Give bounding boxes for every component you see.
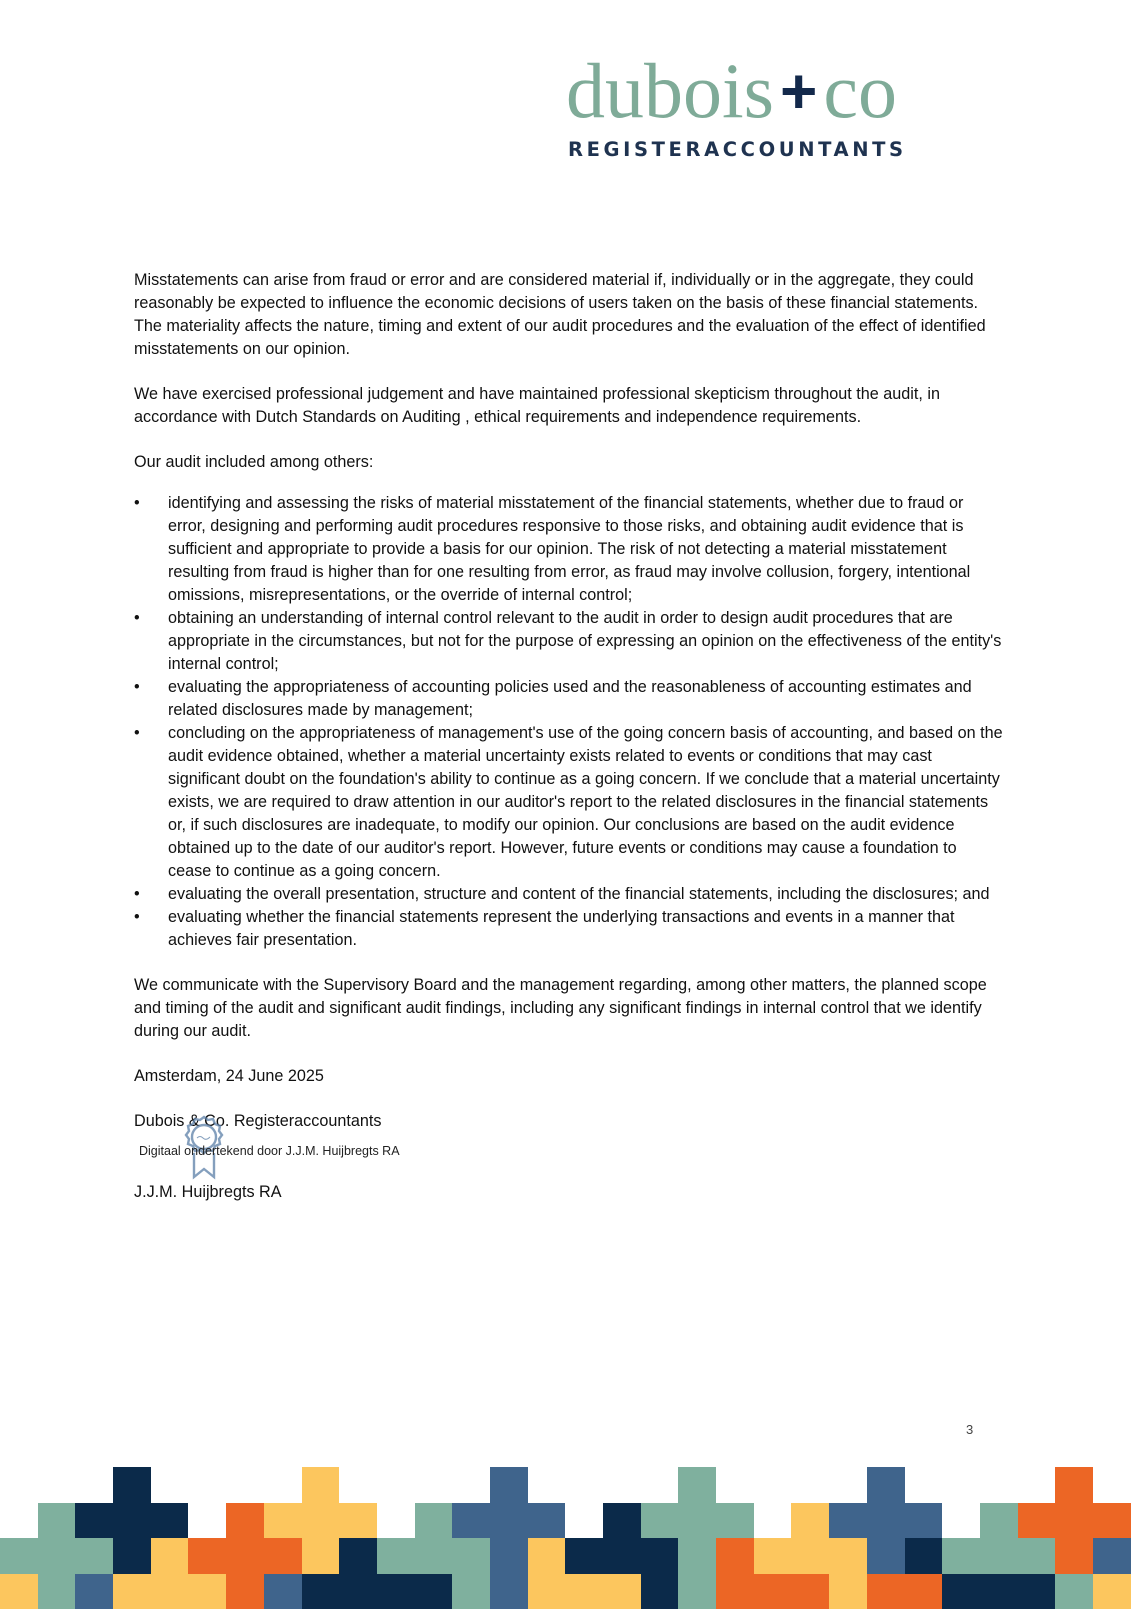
paragraph-audit-intro: Our audit included among others: xyxy=(134,451,1004,474)
mosaic-cell xyxy=(791,1467,829,1503)
mosaic-cell xyxy=(38,1467,76,1503)
mosaic-cell xyxy=(339,1574,377,1609)
mosaic-cell xyxy=(490,1538,528,1574)
mosaic-row xyxy=(0,1467,1131,1503)
list-item-text: obtaining an understanding of internal control relevant to the audit in order to design audit procedures that are appropriate in the circumstances, but not for the purpose of expressing an opinion on the effectiveness of the entity's internal control; xyxy=(168,609,1001,673)
mosaic-cell xyxy=(490,1574,528,1609)
mosaic-cell xyxy=(339,1467,377,1503)
bullet-icon: • xyxy=(134,722,144,745)
mosaic-cell xyxy=(490,1467,528,1503)
mosaic-cell xyxy=(867,1538,905,1574)
footer-plus-mosaic xyxy=(0,1467,1131,1600)
logo-subtitle: REGISTERACCOUNTANTS xyxy=(568,138,926,161)
mosaic-cell xyxy=(264,1574,302,1609)
mosaic-cell xyxy=(490,1503,528,1539)
mosaic-cell xyxy=(867,1467,905,1503)
logo-word-co: co xyxy=(823,47,897,134)
mosaic-cell xyxy=(565,1538,603,1574)
mosaic-cell xyxy=(565,1574,603,1609)
mosaic-cell xyxy=(188,1467,226,1503)
mosaic-cell xyxy=(528,1467,566,1503)
digital-signature[interactable] xyxy=(134,1131,1004,1171)
mosaic-cell xyxy=(829,1538,867,1574)
mosaic-cell xyxy=(980,1467,1018,1503)
mosaic-cell xyxy=(942,1467,980,1503)
mosaic-cell xyxy=(0,1538,38,1574)
mosaic-cell xyxy=(678,1574,716,1609)
mosaic-cell xyxy=(1018,1503,1056,1539)
mosaic-cell xyxy=(678,1503,716,1539)
mosaic-cell xyxy=(0,1503,38,1539)
document-body xyxy=(134,269,1004,1204)
list-item-text: concluding on the appropriateness of management's use of the going concern basis of accounting, and based on the audit evidence obtained, whether a material uncertainty exists related to events or conditions that may cast significant doubt on the foundation's ability to continue as a going concern. If we conclude that a material uncertainty exists, we are required to draw attention in our auditor's report to the related disclosures in the financial statements or, if such disclosures are inadequate, to modify our opinion. Our conclusions are based on the audit evidence obtained up to the date of our auditor's report. However, future events or conditions may cause a foundation to cease to continue as a going concern. xyxy=(168,724,1003,880)
mosaic-cell xyxy=(641,1503,679,1539)
mosaic-cell xyxy=(151,1467,189,1503)
mosaic-cell xyxy=(113,1574,151,1609)
mosaic-cell xyxy=(302,1574,340,1609)
mosaic-row xyxy=(0,1574,1131,1609)
mosaic-cell xyxy=(452,1538,490,1574)
list-item xyxy=(134,906,1004,952)
mosaic-cell xyxy=(113,1503,151,1539)
mosaic-cell xyxy=(38,1538,76,1574)
mosaic-cell xyxy=(867,1503,905,1539)
mosaic-cell xyxy=(942,1538,980,1574)
mosaic-cell xyxy=(264,1503,302,1539)
mosaic-cell xyxy=(339,1503,377,1539)
mosaic-cell xyxy=(1018,1538,1056,1574)
mosaic-cell xyxy=(452,1574,490,1609)
mosaic-cell xyxy=(867,1574,905,1609)
mosaic-cell xyxy=(226,1538,264,1574)
mosaic-cell xyxy=(377,1574,415,1609)
mosaic-cell xyxy=(377,1503,415,1539)
mosaic-cell xyxy=(339,1538,377,1574)
firm-name: Dubois & Co. Registeraccountants xyxy=(134,1110,1004,1133)
mosaic-cell xyxy=(188,1538,226,1574)
list-item xyxy=(134,607,1004,676)
mosaic-cell xyxy=(641,1574,679,1609)
mosaic-cell xyxy=(415,1574,453,1609)
logo-wordmark xyxy=(566,52,926,134)
mosaic-cell xyxy=(528,1503,566,1539)
mosaic-cell xyxy=(905,1467,943,1503)
mosaic-cell xyxy=(38,1503,76,1539)
mosaic-cell xyxy=(905,1538,943,1574)
mosaic-row xyxy=(0,1538,1131,1574)
mosaic-cell xyxy=(113,1467,151,1503)
signer-name: J.J.M. Huijbregts RA xyxy=(134,1181,1004,1204)
mosaic-cell xyxy=(1093,1467,1131,1503)
mosaic-cell xyxy=(1055,1503,1093,1539)
mosaic-cell xyxy=(791,1538,829,1574)
page-number: 3 xyxy=(966,1422,973,1437)
mosaic-cell xyxy=(678,1538,716,1574)
mosaic-cell xyxy=(75,1503,113,1539)
bullet-icon: • xyxy=(134,676,144,699)
mosaic-cell xyxy=(151,1538,189,1574)
mosaic-cell xyxy=(754,1503,792,1539)
mosaic-cell xyxy=(603,1574,641,1609)
place-and-date: Amsterdam, 24 June 2025 xyxy=(134,1065,1004,1088)
mosaic-cell xyxy=(415,1503,453,1539)
mosaic-cell xyxy=(716,1574,754,1609)
company-logo xyxy=(566,52,926,161)
mosaic-cell xyxy=(226,1503,264,1539)
bullet-icon: • xyxy=(134,607,144,630)
mosaic-cell xyxy=(716,1503,754,1539)
mosaic-cell xyxy=(38,1574,76,1609)
mosaic-cell xyxy=(980,1574,1018,1609)
logo-plus-icon: + xyxy=(780,52,817,130)
bullet-icon: • xyxy=(134,492,144,515)
mosaic-cell xyxy=(452,1467,490,1503)
mosaic-cell xyxy=(829,1574,867,1609)
mosaic-cell xyxy=(641,1538,679,1574)
list-item xyxy=(134,492,1004,607)
mosaic-cell xyxy=(528,1538,566,1574)
mosaic-cell xyxy=(302,1467,340,1503)
paragraph-materiality: Misstatements can arise from fraud or error and are considered material if, individually or in the aggregate, they could reasonably be expected to influence the economic decisions of users taken on the basis of these financial statements. The materiality affects the nature, timing and extent of our audit procedures and the evaluation of the effect of identified misstatements on our opinion. xyxy=(134,269,1004,361)
mosaic-cell xyxy=(1055,1467,1093,1503)
mosaic-cell xyxy=(528,1574,566,1609)
mosaic-cell xyxy=(188,1503,226,1539)
mosaic-cell xyxy=(754,1574,792,1609)
mosaic-cell xyxy=(264,1538,302,1574)
mosaic-cell xyxy=(754,1538,792,1574)
mosaic-cell xyxy=(75,1538,113,1574)
mosaic-cell xyxy=(942,1503,980,1539)
mosaic-cell xyxy=(415,1467,453,1503)
audit-procedures-list xyxy=(134,492,1004,952)
mosaic-cell xyxy=(151,1574,189,1609)
mosaic-cell xyxy=(565,1467,603,1503)
mosaic-cell xyxy=(415,1538,453,1574)
mosaic-cell xyxy=(75,1574,113,1609)
mosaic-cell xyxy=(942,1574,980,1609)
mosaic-cell xyxy=(905,1503,943,1539)
mosaic-cell xyxy=(1055,1538,1093,1574)
bullet-icon: • xyxy=(134,883,144,906)
mosaic-cell xyxy=(754,1467,792,1503)
list-item xyxy=(134,722,1004,883)
logo-word-dubois: dubois xyxy=(566,47,774,134)
mosaic-cell xyxy=(75,1467,113,1503)
mosaic-cell xyxy=(829,1503,867,1539)
mosaic-cell xyxy=(113,1538,151,1574)
mosaic-cell xyxy=(603,1503,641,1539)
list-item-text: evaluating the overall presentation, structure and content of the financial statements, including the disclosures; and xyxy=(168,885,990,903)
mosaic-cell xyxy=(264,1467,302,1503)
mosaic-cell xyxy=(302,1503,340,1539)
mosaic-cell xyxy=(791,1574,829,1609)
mosaic-cell xyxy=(980,1538,1018,1574)
list-item-text: identifying and assessing the risks of material misstatement of the financial statements, whether due to fraud or error, designing and performing audit procedures responsive to those risks, and obtaining audit evidence that is sufficient and appropriate to provide a basis for our opinion. The risk of not detecting a material misstatement resulting from fraud is higher than for one resulting from error, as fraud may involve collusion, forgery, intentional omissions, misrepresentations, or the override of internal control; xyxy=(168,494,970,604)
mosaic-cell xyxy=(1018,1574,1056,1609)
mosaic-cell xyxy=(791,1503,829,1539)
mosaic-cell xyxy=(603,1467,641,1503)
mosaic-cell xyxy=(716,1467,754,1503)
mosaic-cell xyxy=(452,1503,490,1539)
mosaic-cell xyxy=(1093,1574,1131,1609)
paragraph-professional-judgement: We have exercised professional judgement and have maintained professional skepticism throughout the audit, in accordance with Dutch Standards on Auditing , ethical requirements and independence requirements. xyxy=(134,383,1004,429)
mosaic-cell xyxy=(1055,1574,1093,1609)
mosaic-row xyxy=(0,1503,1131,1539)
mosaic-cell xyxy=(603,1538,641,1574)
mosaic-cell xyxy=(188,1574,226,1609)
bullet-icon: • xyxy=(134,906,144,929)
mosaic-cell xyxy=(151,1503,189,1539)
list-item xyxy=(134,883,1004,906)
mosaic-cell xyxy=(226,1467,264,1503)
mosaic-cell xyxy=(565,1503,603,1539)
mosaic-cell xyxy=(302,1538,340,1574)
mosaic-cell xyxy=(226,1574,264,1609)
mosaic-cell xyxy=(829,1467,867,1503)
list-item xyxy=(134,676,1004,722)
mosaic-cell xyxy=(377,1538,415,1574)
list-item-text: evaluating the appropriateness of accounting policies used and the reasonableness of accounting estimates and related disclosures made by management; xyxy=(168,678,972,719)
mosaic-cell xyxy=(0,1467,38,1503)
paragraph-communication: We communicate with the Supervisory Board and the management regarding, among other matters, the planned scope and timing of the audit and significant audit findings, including any significant findings in internal control that we identify during our audit. xyxy=(134,974,1004,1043)
mosaic-cell xyxy=(980,1503,1018,1539)
list-item-text: evaluating whether the financial statements represent the underlying transactions and events in a manner that achieves fair presentation. xyxy=(168,908,954,949)
mosaic-cell xyxy=(1093,1538,1131,1574)
mosaic-cell xyxy=(641,1467,679,1503)
mosaic-cell xyxy=(716,1538,754,1574)
mosaic-cell xyxy=(1093,1503,1131,1539)
mosaic-cell xyxy=(0,1574,38,1609)
mosaic-cell xyxy=(377,1467,415,1503)
mosaic-cell xyxy=(905,1574,943,1609)
mosaic-cell xyxy=(678,1467,716,1503)
mosaic-cell xyxy=(1018,1467,1056,1503)
digital-signature-text: Digitaal ondertekend door J.J.M. Huijbregts RA xyxy=(139,1140,400,1163)
